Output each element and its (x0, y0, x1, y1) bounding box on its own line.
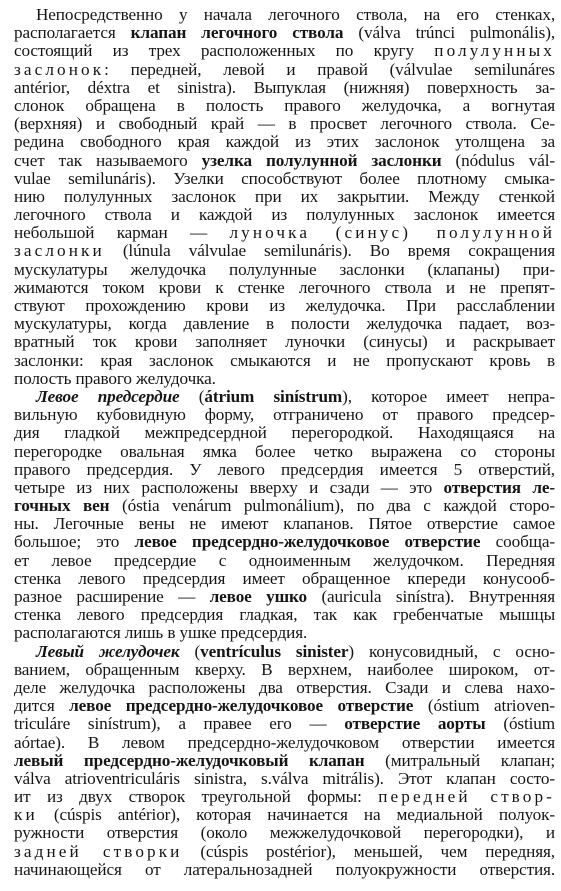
text-run: aórtae). В левом предсердно-желудочковом отверстии имеется (14, 733, 555, 752)
bold-term: узелка полулунной заслонки (201, 151, 442, 170)
text-run: деле желудочка расположены два отверстия. Сзади и слева нахо- (14, 678, 555, 697)
section-heading: Левое предсердие (36, 387, 180, 406)
text-line (14, 661, 555, 679)
section-heading: Левый желудочек (36, 642, 180, 661)
text-line (14, 115, 555, 133)
text-run: (válva trúnci pulmonális), (343, 24, 555, 43)
bold-term: левое предсердно-желудочковое отверстие (69, 697, 414, 716)
text-run: : передней, левой и правой (válvulae semilunáres (104, 60, 555, 79)
text-run: (auricula sinístra). Внутренняя (307, 588, 555, 606)
text-page (14, 6, 555, 879)
text-line (14, 224, 555, 242)
text-run: ванием, обращенным кверху. В верхнем, наиболее широком, от- (14, 660, 555, 679)
text-run: ( (179, 387, 205, 406)
text-run: вратный ток крови заполняет луночки (синусы) и раскрывает (14, 333, 555, 352)
text-run: начинающейся от латеральнозадней полуокружности отверстия. (14, 860, 555, 879)
text-run: (óstia venárum pulmonálium), по два с каждой сторо- (109, 497, 555, 516)
text-run: счет так называемого (14, 151, 202, 170)
text-run: ет левое предсердие с одноименным желудочком. Передняя (14, 551, 555, 570)
text-line (14, 752, 555, 770)
text-run: (cúspis postérior), меньшей, чем передняя, (182, 842, 555, 861)
text-line (14, 697, 555, 715)
text-line (14, 824, 555, 842)
text-run: правого предсердия. У левого предсердия имеется 5 отверстий, (14, 460, 555, 479)
text-run: ), которое имеет непра- (342, 387, 555, 406)
text-run: перегородке овальная ямка более четко выражена со стороны (14, 442, 555, 461)
text-line (14, 643, 555, 661)
spaced-term: задней створки (14, 842, 183, 861)
text-run: четыре из них расположены вверху и сзади — это (14, 478, 444, 497)
text-line (14, 788, 555, 806)
text-run: ствуют прохождению крови из желудочка. При расслаблении (14, 297, 555, 315)
text-line (14, 333, 555, 351)
text-run: легочного ствола и каждой из полулунных заслонок имеется (14, 206, 555, 225)
text-run: (cúspis antérior), которая начинается на медиальной полуок- (37, 806, 555, 825)
text-run: редина свободного края каждой из этих заслонок утолщена за (14, 133, 555, 152)
text-run: (митральный клапан; (364, 751, 555, 770)
text-line (14, 61, 555, 79)
spaced-term: ки (14, 806, 38, 825)
text-run: Непосредственно у начала легочного ствола, на его стенках, (36, 6, 555, 24)
text-line (14, 606, 555, 624)
text-run: antérior, déxtra et sinistra). Выпуклая (нижняя) поверхность за- (14, 78, 555, 97)
bold-term: отверстие аорты (344, 715, 486, 734)
text-run: válva atrioventriculáris sinistra, s.válva mitrális). Этот клапан состо- (14, 769, 555, 788)
text-line (14, 188, 555, 206)
text-line (14, 79, 555, 97)
text-line (14, 552, 555, 570)
text-run: ( (179, 642, 201, 661)
text-line (14, 315, 555, 333)
text-run: vulae semilunáris). Узелки способствуют более плотному смыка- (14, 169, 555, 188)
text-line (14, 533, 555, 551)
text-line (14, 588, 555, 606)
text-run: располагаются лишь в ушке предсердия. (14, 624, 308, 643)
spaced-term: передней створ- (378, 788, 555, 807)
text-run: сообща- (480, 533, 555, 552)
text-line (14, 843, 555, 861)
bold-term: клапан легочного ствола (130, 24, 344, 43)
text-run: состоящий из трех расположенных по кругу (14, 42, 435, 61)
text-run: вильную кубовидную форму, отграничено от правого предсер- (14, 406, 555, 425)
text-run: стенка левого предсердия имеет обращенное кпереди конусооб- (14, 569, 555, 588)
text-run: большое; это (14, 533, 135, 552)
text-line (14, 97, 555, 115)
text-line (14, 497, 555, 515)
text-run: слонок обращена в полость правого желудочка, а вогнутая (14, 96, 555, 115)
text-run: дия гладкой межпредсердной перегородкой. Находящаяся на (14, 424, 555, 443)
text-line (14, 133, 555, 151)
text-run: ны. Легочные вены не имеют клапанов. Пятое отверстие самое (14, 515, 555, 534)
text-line (14, 570, 555, 588)
text-line (14, 515, 555, 533)
text-line (14, 406, 555, 424)
bold-term: гочных вен (14, 497, 110, 516)
text-run: мускулатуры, когда давление в полости желудочка падает, воз- (14, 315, 555, 334)
text-line (14, 152, 555, 170)
bold-term: левое ушко (209, 588, 308, 606)
text-run: разное расширение — (14, 588, 210, 606)
text-line (14, 261, 555, 279)
text-run: жимаются током крови к стенке легочного ствола и не препят- (14, 278, 555, 297)
text-line (14, 352, 555, 370)
text-line (14, 170, 555, 188)
text-line (14, 734, 555, 752)
text-line (14, 624, 555, 642)
text-run: заслонки: края заслонок смыкаются и не пропускают кровь в (14, 351, 555, 370)
text-line (14, 242, 555, 260)
text-run: ит из двух створок треугольной формы: (14, 788, 379, 807)
spaced-term: луночка (синус) полулунной (229, 224, 555, 243)
spaced-term: полулунных (434, 42, 555, 61)
text-run: (lúnula válvulae semilunáris). Во время сокращения (104, 242, 555, 261)
spaced-term: заслонки (14, 242, 105, 261)
text-run: дится (14, 697, 70, 716)
text-run: (nódulus vál- (441, 151, 555, 170)
text-line (14, 479, 555, 497)
spaced-term: заслонок (14, 60, 105, 79)
text-line (14, 388, 555, 406)
text-run: небольшой карман — (14, 224, 230, 243)
text-line (14, 424, 555, 442)
text-line (14, 806, 555, 824)
bold-term: отверстия ле- (443, 478, 555, 497)
text-line (14, 42, 555, 60)
text-line (14, 715, 555, 733)
text-run: (óstium atrioven- (413, 697, 555, 716)
bold-term: левое предсердно-желудочковое отверстие (134, 533, 481, 552)
text-line (14, 679, 555, 697)
text-line (14, 279, 555, 297)
text-line (14, 443, 555, 461)
text-run: ружности отверстия (около межжелудочковой перегородки), и (14, 824, 555, 843)
bold-term: átrium sinístrum (204, 387, 343, 406)
text-run: (óstium (485, 715, 555, 734)
text-run: мускулатуры желудочка полулунные заслонки (клапаны) при- (14, 260, 555, 279)
text-line (14, 6, 555, 24)
text-line (14, 861, 555, 879)
text-line (14, 370, 555, 388)
bold-term: левый предсердно-желудочковый клапан (14, 751, 365, 770)
text-run: располагается (14, 24, 131, 43)
text-run: triculáre sinístrum), а правее его — (14, 715, 345, 734)
text-run: ) конусовидный, с осно- (348, 642, 555, 661)
text-line (14, 770, 555, 788)
bold-term: ventrículus sinister (200, 642, 349, 661)
text-line (14, 24, 555, 42)
text-run: стенка левого предсердия гладкая, так как гребенчатые мышцы (14, 606, 555, 625)
text-run: полость правого желудочка. (14, 369, 216, 388)
text-line (14, 297, 555, 315)
text-line (14, 461, 555, 479)
text-run: нию полулунных заслонок при их закрытии. Между стенкой (14, 187, 555, 206)
text-line (14, 206, 555, 224)
text-run: (верхняя) и свободный край — в просвет легочного ствола. Се- (14, 115, 555, 134)
